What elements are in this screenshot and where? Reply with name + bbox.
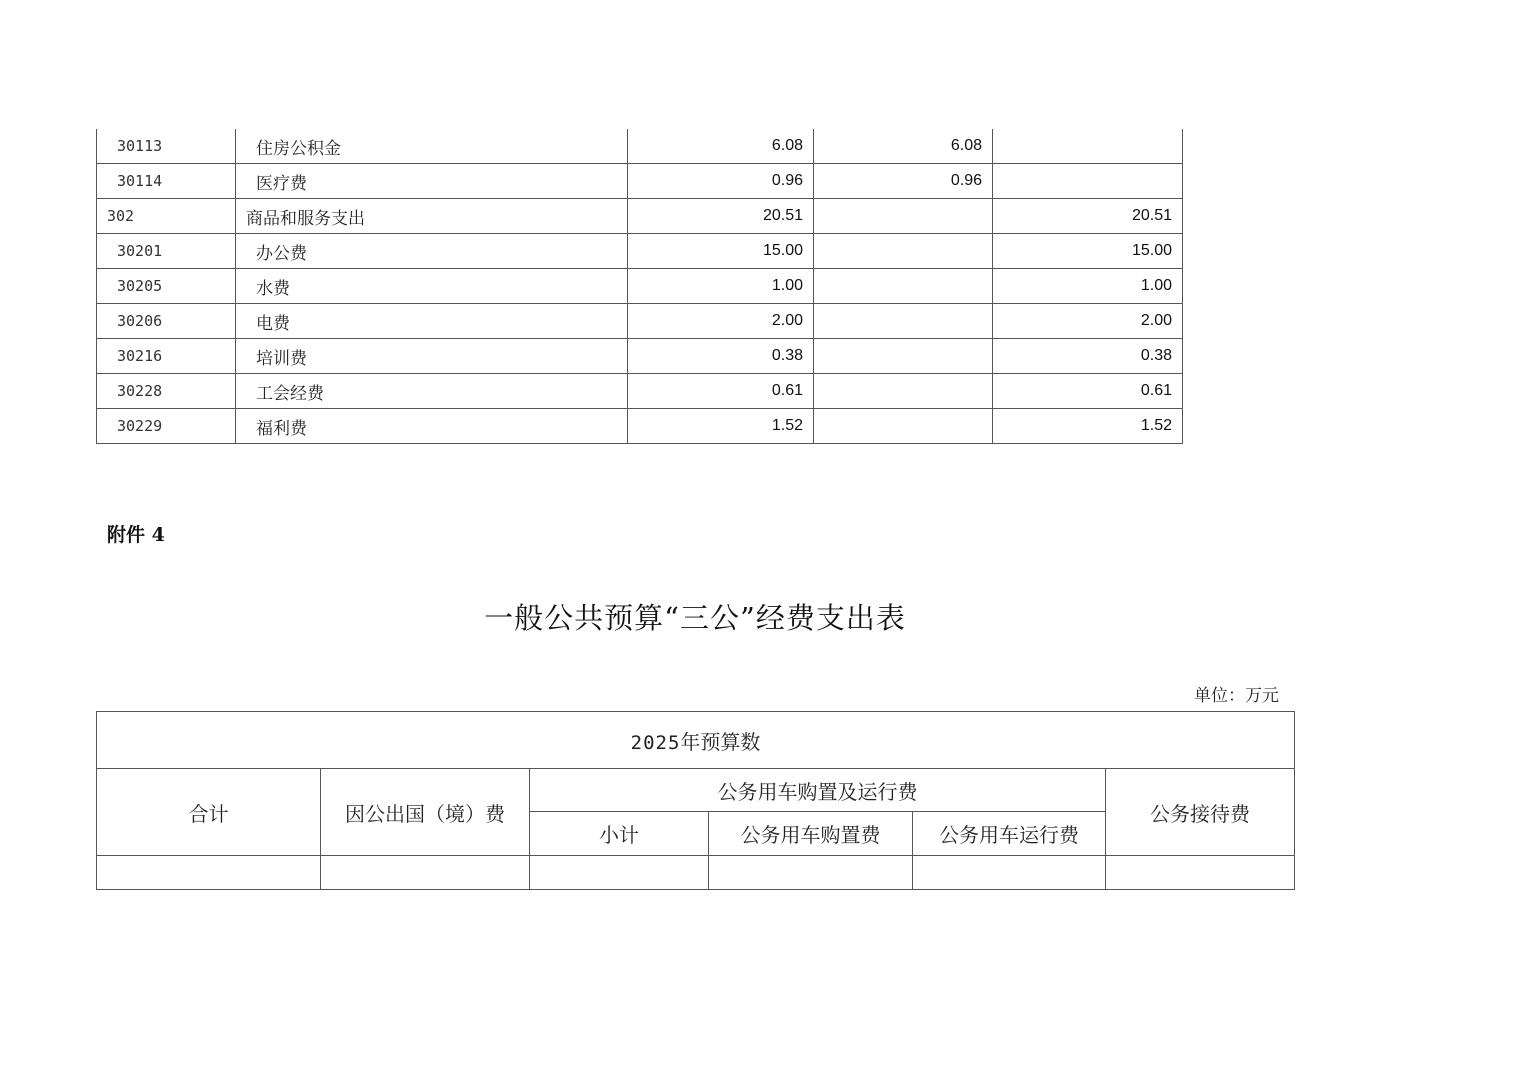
cell-basic: [814, 374, 993, 409]
col-subtotal-header: 小计: [530, 812, 709, 856]
three-public-expense-table: [96, 711, 1295, 890]
col-vehicle-operation-header: 公务用车运行费: [913, 812, 1106, 856]
cell-total: 0.38: [628, 339, 814, 374]
cell-name: 工会经费: [236, 374, 628, 409]
table-row: [97, 409, 1183, 444]
cell-project: [993, 164, 1183, 199]
cell-total: 1.52: [628, 409, 814, 444]
table-row: [97, 164, 1183, 199]
cell-project: [993, 129, 1183, 164]
year-header-row: [97, 712, 1295, 769]
cell-basic: [814, 269, 993, 304]
cell-travel-abroad: [321, 856, 530, 890]
col-travel-abroad-header: 因公出国（境）费: [321, 769, 530, 856]
cell-project: 1.00: [993, 269, 1183, 304]
cell-total: 2.00: [628, 304, 814, 339]
cell-name: 电费: [236, 304, 628, 339]
cell-name: 培训费: [236, 339, 628, 374]
attachment-label: 附件 4: [107, 524, 165, 546]
col-reception-header: 公务接待费: [1106, 769, 1295, 856]
cell-total: 15.00: [628, 234, 814, 269]
cell-code: 30113: [97, 129, 236, 164]
table-row: [97, 199, 1183, 234]
cell-project: 20.51: [993, 199, 1183, 234]
cell-name: 水费: [236, 269, 628, 304]
year-suffix: 年预算数: [680, 729, 761, 754]
cell-project: 15.00: [993, 234, 1183, 269]
cell-basic: [814, 234, 993, 269]
cell-basic: 0.96: [814, 164, 993, 199]
cell-subtotal: [530, 856, 709, 890]
year-header-cell: [97, 712, 1295, 769]
cell-code: 30205: [97, 269, 236, 304]
cell-code: 30228: [97, 374, 236, 409]
table-row: [97, 269, 1183, 304]
table-row: [97, 234, 1183, 269]
cell-reception: [1106, 856, 1295, 890]
cell-total: 1.00: [628, 269, 814, 304]
cell-project: 0.38: [993, 339, 1183, 374]
cell-code: 30201: [97, 234, 236, 269]
expense-detail-table: [96, 129, 1183, 444]
cell-name: 福利费: [236, 409, 628, 444]
cell-name: 商品和服务支出: [236, 199, 628, 234]
cell-name: 医疗费: [236, 164, 628, 199]
cell-basic: [814, 199, 993, 234]
cell-total: 20.51: [628, 199, 814, 234]
cell-total: [97, 856, 321, 890]
cell-code: 30229: [97, 409, 236, 444]
year-number: 2025: [630, 731, 681, 754]
cell-project: 2.00: [993, 304, 1183, 339]
page-title: 一般公共预算“三公”经费支出表: [484, 601, 906, 635]
cell-name: 住房公积金: [236, 129, 628, 164]
cell-vehicle-purchase: [709, 856, 913, 890]
col-vehicle-group-header: 公务用车购置及运行费: [530, 769, 1106, 812]
cell-project: 0.61: [993, 374, 1183, 409]
cell-total: 0.96: [628, 164, 814, 199]
column-header-row: [97, 769, 1295, 812]
cell-total: 6.08: [628, 129, 814, 164]
col-total-header: 合计: [97, 769, 321, 856]
cell-code: 302: [97, 199, 236, 234]
cell-code: 30206: [97, 304, 236, 339]
cell-basic: [814, 409, 993, 444]
table-row: [97, 856, 1295, 890]
expense-table-body: [97, 129, 1183, 444]
cell-basic: [814, 339, 993, 374]
table-row: [97, 374, 1183, 409]
table-row: [97, 129, 1183, 164]
cell-basic: [814, 304, 993, 339]
cell-project: 1.52: [993, 409, 1183, 444]
cell-vehicle-operation: [913, 856, 1106, 890]
unit-label: 单位：万元: [1194, 686, 1279, 706]
cell-basic: 6.08: [814, 129, 993, 164]
col-vehicle-purchase-header: 公务用车购置费: [709, 812, 913, 856]
cell-total: 0.61: [628, 374, 814, 409]
table-row: [97, 304, 1183, 339]
cell-code: 30216: [97, 339, 236, 374]
table-row: [97, 339, 1183, 374]
cell-code: 30114: [97, 164, 236, 199]
cell-name: 办公费: [236, 234, 628, 269]
